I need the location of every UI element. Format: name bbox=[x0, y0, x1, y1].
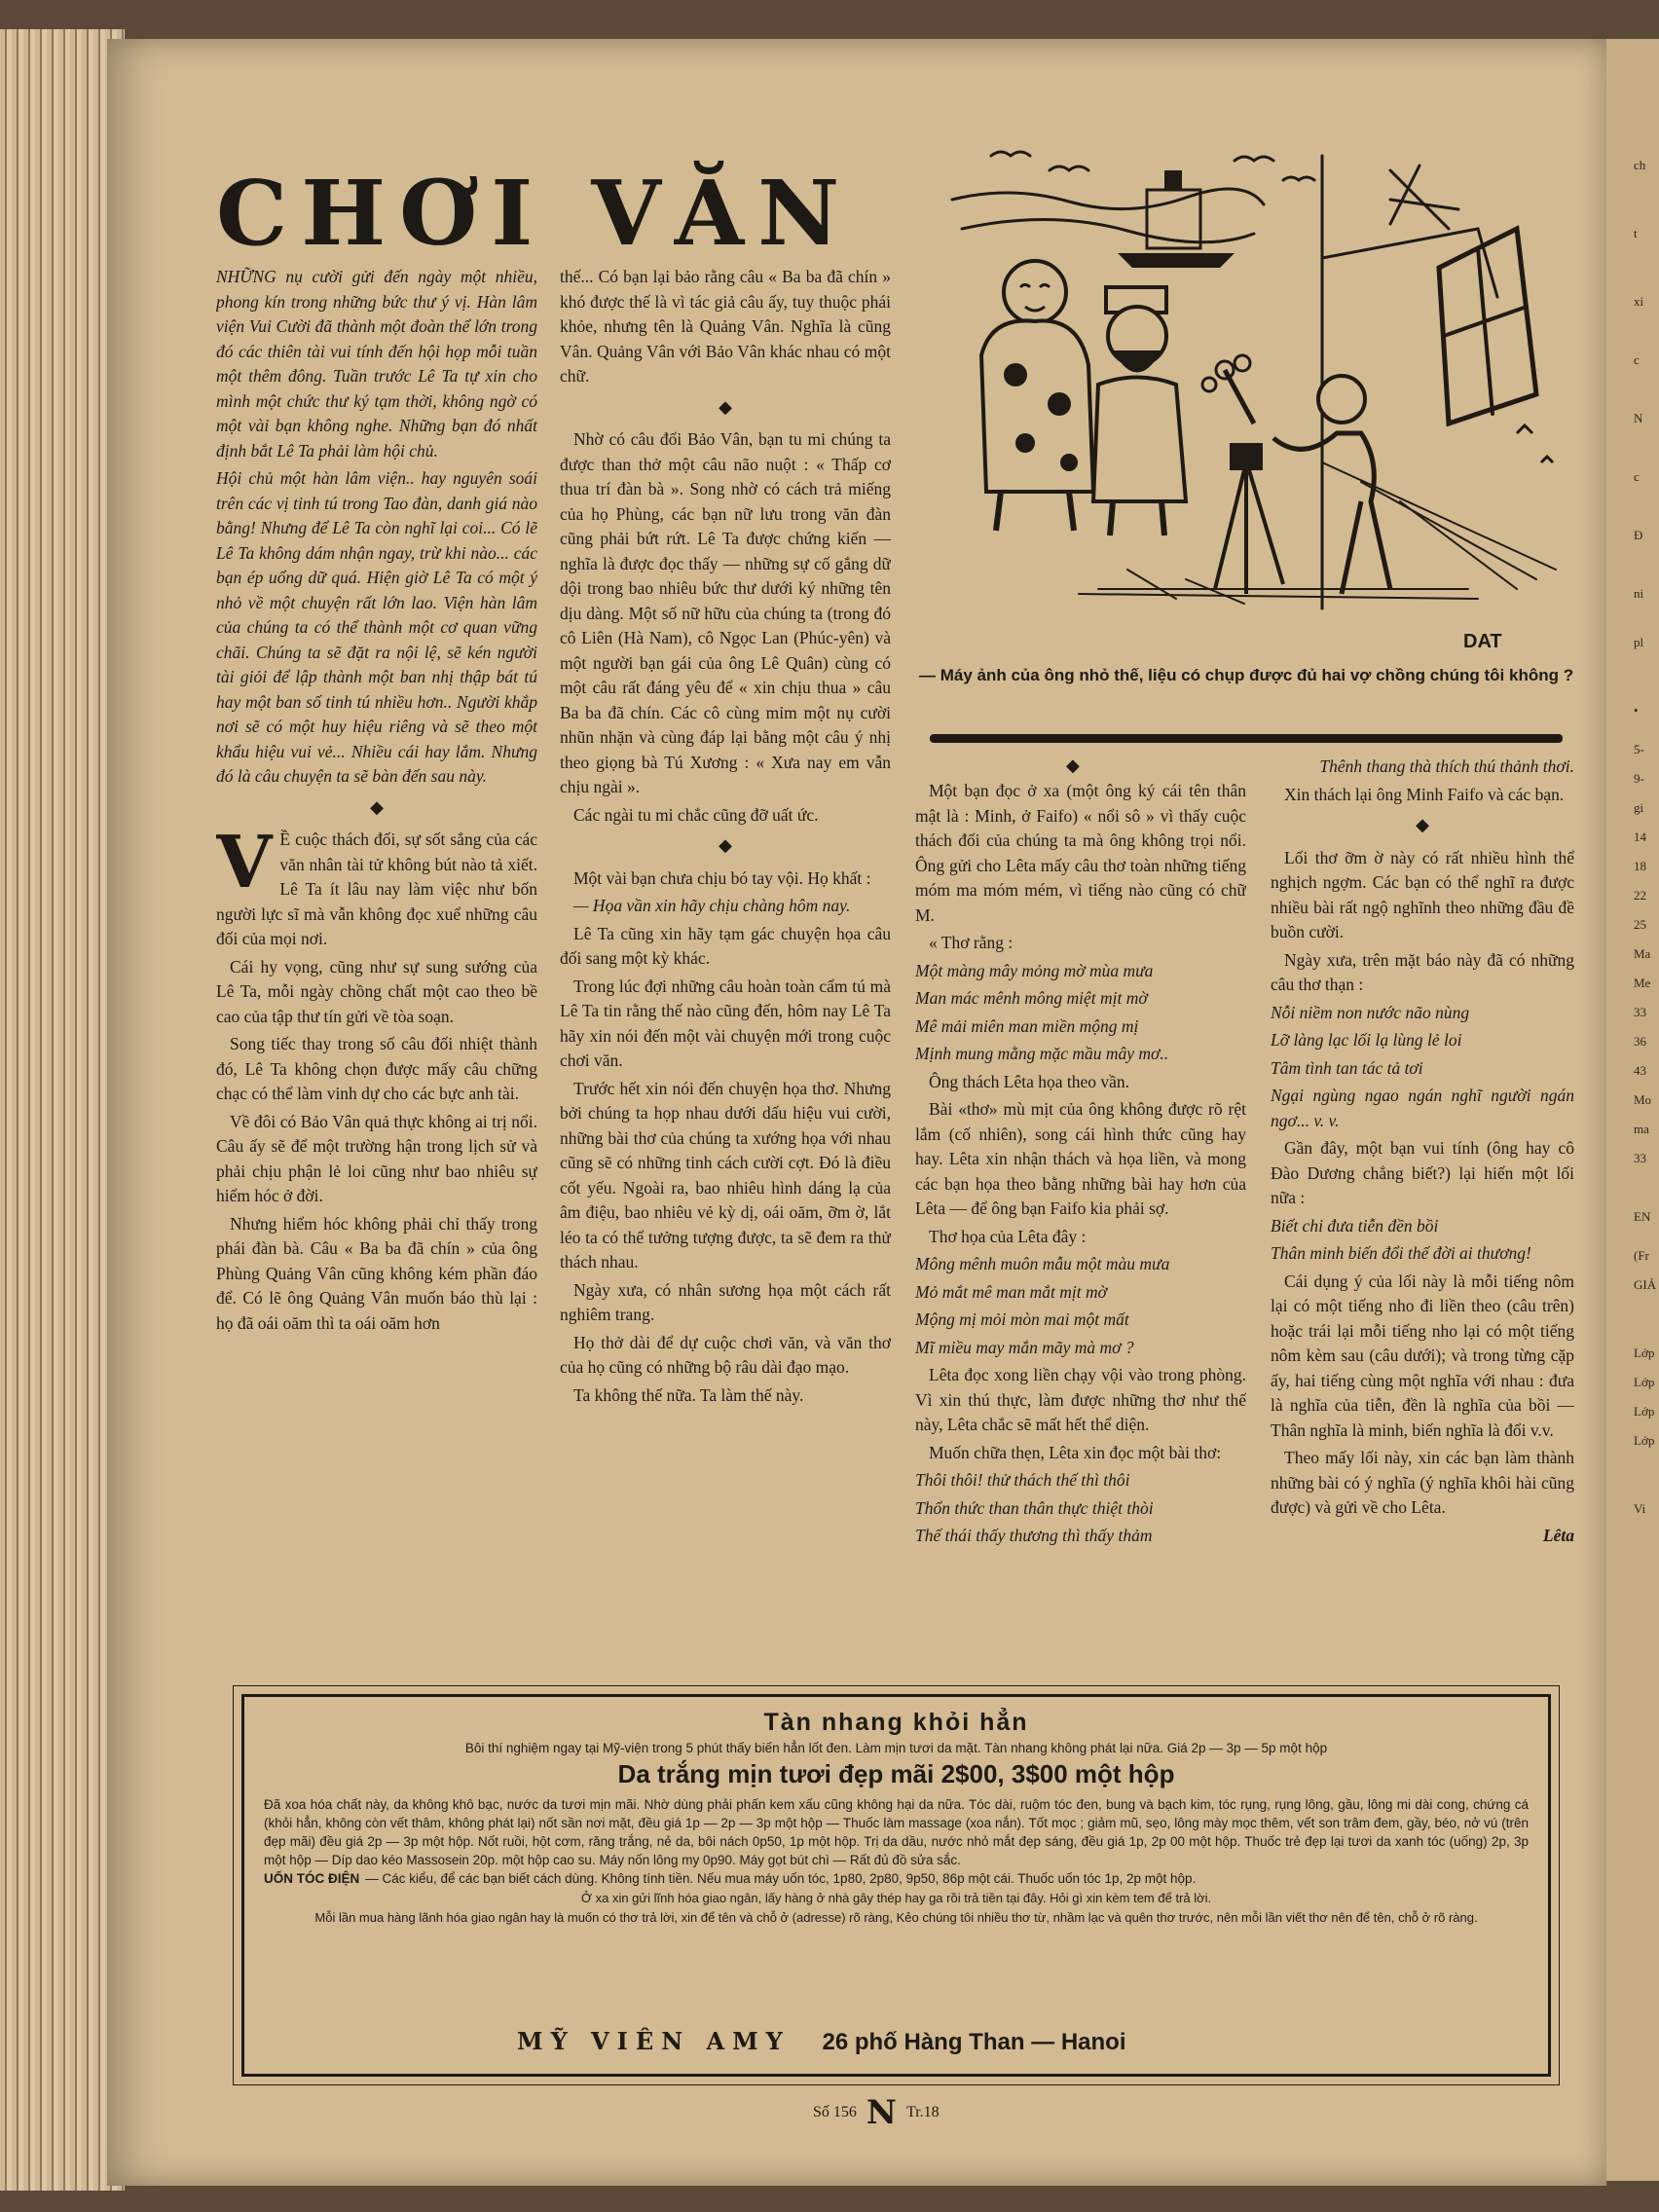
facing-page-fragment: Me bbox=[1634, 976, 1651, 990]
facing-page-fragment: 36 bbox=[1634, 1034, 1646, 1049]
paragraph: Họ thở dài để dự cuộc chơi văn, và văn thơ của họ cũng có những bộ râu dài đạo mạo. bbox=[560, 1332, 891, 1377]
paragraph: Một bạn đọc ở xa (một ông ký cái tên thân mật là : Minh, ở Faifo) « nổi sô » vì thấy cuộc thách đối của chúng ta mà ông không trọi nổi. Ông gửi cho Lêta mấy câu thơ toàn những tiếng móm ma móm mém, vì tiếng nào cũng có chữ M. bbox=[915, 781, 1246, 925]
facing-page-fragment: (Fr bbox=[1634, 1248, 1649, 1263]
paragraph: Ề cuộc thách đối, sự sốt sắng của các văn nhân tài tử không bút nào tả xiết. Lê Ta ít lâu nay làm việc như bốn người lực sĩ mà vẫn không đọc xuể những câu đối của mọi nơi. bbox=[216, 830, 537, 948]
ad-address: 26 phố Hàng Than — Hanoi bbox=[822, 2029, 1126, 2055]
paragraph: Thơ họa của Lêta đây : bbox=[929, 1226, 1087, 1246]
verse-line: Mịnh mung mằng mặc mầu mây mơ.. bbox=[915, 1044, 1169, 1063]
illustration-signature: DAT bbox=[1463, 631, 1502, 652]
ad-perm-text: — Các kiểu, để các bạn biết cách dùng. Không tính tiền. Nếu mua máy uốn tóc, 1p80, 2p80, 9p50, 86p một cái. Thuốc uốn tóc 1p, 2p một hộp. bbox=[365, 1871, 1197, 1886]
facing-page-fragment: 33 bbox=[1634, 1005, 1646, 1019]
facing-page-fragment: c bbox=[1634, 352, 1640, 367]
paragraph: Cái dụng ý của lối này là mỗi tiếng nôm lại có một tiếng nho đi liền theo (câu trên) hoặc trái lại mỗi tiếng nho lại có một tiếng nôm kèm sau (câu dưới); và trong từng cặp ấy, hai tiếng cùng một nghĩa với nhau : đưa là nghĩa của tiễn, đền là nghĩa của bồi — Thân nghĩa là minh, biến nghĩa là đổi v.v. bbox=[1271, 1271, 1574, 1440]
article-column-2 bbox=[560, 265, 891, 1696]
verse-line: Mộng mị mỏi mòn mai một mất bbox=[915, 1309, 1129, 1329]
illustration-caption: — Máy ảnh của ông nhỏ thế, liệu có chụp được đủ hai vợ chồng chúng tôi không ? bbox=[919, 666, 1574, 684]
facing-page-fragment: 33 bbox=[1634, 1151, 1646, 1165]
verse-line: Mỏ mắt mê man mắt mịt mờ bbox=[915, 1281, 1107, 1302]
paragraph: Ngày xưa, trên mặt báo này đã có những câu thơ thạn : bbox=[1271, 949, 1574, 994]
facing-page-fragment: Đ bbox=[1634, 528, 1643, 542]
facing-page-fragment: t bbox=[1634, 226, 1638, 240]
paragraph: Ông thách Lêta họa theo vần. bbox=[929, 1071, 1130, 1091]
verse-line: Mông mênh muôn mẫu một màu mưa bbox=[915, 1254, 1170, 1273]
paragraph: Các ngài tu mi chắc cũng đỡ uất ức. bbox=[573, 804, 819, 825]
facing-page-fragment: • bbox=[1634, 703, 1639, 718]
paragraph: Một vài bạn chưa chịu bó tay vội. Họ khất : bbox=[573, 867, 871, 888]
facing-page-fragment: 25 bbox=[1634, 917, 1646, 932]
ad-perm-line bbox=[264, 1869, 1529, 1888]
verse-line: Thổn thức than thân thực thiệt thòi bbox=[915, 1497, 1154, 1518]
paragraph: Xin thách lại ông Minh Faifo và các bạn. bbox=[1284, 784, 1565, 804]
paragraph: Nhờ có câu đối Bảo Vân, bạn tu mi chúng ta được than thở một câu não nuột : « Thấp cơ thua trí đàn bà ». Song nhờ có cách trả miếng của họ Phùng, các bạn nữ lưu trong văn đàn cũng phải bứt rứt. Lê Ta được chứng kiến — nghĩa là được đọc thấy — những sự cố gắng dữ dội trong bao nhiêu bức thư dưới ký những tên dịu dàng. Một số nữ hữu của chúng ta (trong đó cô Liên (Hà Nam), cô Ngọc Lan (Phúc-yên) và một người bạn gái của ông Lê Quân) cùng có một câu rất đáng yêu để « xin chịu thua » câu Ba ba đã chín. Các cô cùng mỉm một nụ cười nhũn nhặn và cùng đáp lại bằng một câu ý nhị theo giọng bà Tú Xương : « Xưa nay em vẫn chịu ngài ». bbox=[560, 429, 891, 796]
paragraph: Trước hết xin nói đến chuyện họa thơ. Nhưng bởi chúng ta họp nhau dưới dấu hiệu vui cười, những bài thơ của chúng ta xướng họa với nhau cũng sẽ có những tinh cách cười cợt. Đó là điều cốt yếu. Ngoài ra, bao nhiêu hình dáng lạ của âm điệu, bao nhiêu vẻ kỳ dị, oái oăm, ỡm ờ, lắt léo ta có thể tưởng tượng được, ta sẽ đem ra thử thách nhau. bbox=[560, 1078, 891, 1272]
paragraph: thế... Có bạn lại bảo rằng câu « Ba ba đã chín » khó được thế là vì tác giả câu ấy, tuy thuộc phái khỏe, nhưng tên là Quảng Vân. Nghĩa là cũng Vân. Quảng Vân với Bảo Vân khác nhau có một chữ. bbox=[560, 267, 891, 386]
paragraph: Ngày xưa, có nhân sương họa một cách rất nghiêm trang. bbox=[560, 1279, 891, 1324]
verse-line: Thân minh biến đổi thế đời ai thương! bbox=[1271, 1243, 1531, 1263]
verse-line: Thênh thang thà thích thú thảnh thơi. bbox=[1319, 756, 1574, 776]
facing-page-fragment: Lớp bbox=[1634, 1404, 1655, 1419]
bird-icon bbox=[1517, 425, 1553, 462]
ad-line: Mỗi lần mua hàng lãnh hóa giao ngân hay là muốn có thơ trả lời, xin để tên và chỗ ở (adresse) rõ ràng, Kẻo chúng tôi nhiều thơ từ, nhầm lạc và quên thơ trước, nên mỗi lần viết thơ nên để tên, chỗ ở rõ ràng. bbox=[314, 1910, 1478, 1925]
ornament-diamond: ◆ bbox=[1416, 815, 1429, 834]
facing-page-fragment: 14 bbox=[1634, 830, 1646, 844]
paragraph: Bài «thơ» mù mịt của ông không được rõ rệt lắm (cố nhiên), song cái hình thức cũng hay hay. Lêta xin nhận thách và họa liền, và mong các bạn họa theo bằng những bài hay hơn của Lêta — để ông bạn Faifo kia phải sợ. bbox=[915, 1099, 1246, 1218]
section-divider bbox=[930, 734, 1563, 743]
verse-line: Lỡ làng lạc lối lạ lùng lẻ loi bbox=[1271, 1030, 1462, 1050]
facing-page-fragment: ni bbox=[1634, 586, 1644, 601]
paragraph: Về đôi có Bảo Vân quả thực không ai trị nổi. Câu ấy sẽ để một trường hận trong lịch sử và phải chịu phận lẻ loi cũng như bao nhiêu sự hiểm hóc ở đời. bbox=[216, 1111, 537, 1205]
facing-page-fragment: 9- bbox=[1634, 771, 1644, 786]
ornament-diamond: ◆ bbox=[370, 796, 384, 817]
ad-line: Bôi thí nghiệm ngay tại Mỹ-viện trong 5 phút thấy biến hẳn lốt đen. Làm mịn tươi da mặt. Tàn nhang không phát lại nữa. Giá 2p — 3p — 5p một hộp bbox=[464, 1741, 1328, 1755]
facing-page-fragment: N bbox=[1634, 411, 1643, 425]
person-bearded-man bbox=[1093, 287, 1186, 535]
verse-line: Thế thái thấy thương thì thấy thảm bbox=[915, 1526, 1153, 1545]
verse-line: Mê mải miên man miền mộng mị bbox=[915, 1015, 1139, 1036]
ornament-diamond: ◆ bbox=[719, 396, 732, 417]
facing-page-fragment: c bbox=[1634, 469, 1640, 484]
paragraph: Lê Ta cũng xin hãy tạm gác chuyện họa câu đối sang một kỳ khác. bbox=[560, 923, 891, 968]
verse-line: Nỗi niềm non nước não nùng bbox=[1271, 1002, 1470, 1022]
verse-line: Tâm tình tan tác tả tơi bbox=[1271, 1057, 1423, 1078]
paragraph: Lối thơ ỡm ờ này có rất nhiều hình thể nghịch ngợm. Các bạn có thể nghĩ ra được nhiều bài rất ngộ nghĩnh theo những đầu đề buồn cười. bbox=[1271, 847, 1574, 941]
page-stack-left bbox=[0, 29, 125, 2191]
ornament-diamond: ◆ bbox=[719, 835, 732, 855]
facing-page-fragment: xi bbox=[1634, 294, 1644, 309]
paragraph: Song tiếc thay trong số câu đối nhiệt thành đó, Lê Ta không chọn được mấy câu chững chạc có thể làm vinh dự cho các bực anh tài. bbox=[216, 1034, 537, 1103]
article-column-4 bbox=[1271, 755, 1574, 1675]
facing-page-fragment: Vi bbox=[1634, 1501, 1646, 1516]
ad-line: Ở xa xin gửi lĩnh hóa giao ngân, lấy hàng ở nhà gây thép hay ga rồi trả tiền tại đây. Hỏi gì xin kèm tem để trả lời. bbox=[580, 1891, 1212, 1905]
facing-page-fragment: gi bbox=[1634, 800, 1644, 815]
ad-perm-label: UỐN TÓC ĐIỆN bbox=[264, 1871, 360, 1886]
advertisement-box bbox=[241, 1694, 1551, 2077]
article-column-1 bbox=[216, 265, 537, 1696]
paragraph: Cái hy vọng, cũng như sự sung sướng của Lê Ta, mỗi ngày chồng chất một cao theo bề cao của tập thư tín gửi về tòa soạn. bbox=[216, 956, 537, 1026]
intro-paragraph: NHỮNG nụ cười gửi đến ngày một nhiều, phong kín trong những bức thư ý vị. Hàn lâm viện Vui Cười đã thành một đoàn thể lớn trong đó các thiên tài vui tính đến hội họp mỗi tuần một thêm đông. Tuần trước Lê Ta tự xin cho mình một chức thư ký tạm thời, không ngờ có một vài bạn không nghe. Những bạn đó nhất định bắt Lê Ta phải làm hội chủ. bbox=[216, 267, 537, 461]
person-fat-man bbox=[981, 261, 1093, 531]
facing-page-fragment: pl bbox=[1634, 635, 1644, 649]
verse-line: Một màng mây mỏng mờ mùa mưa bbox=[915, 960, 1154, 980]
boat-tower-icon bbox=[1118, 170, 1235, 268]
paragraph: Trong lúc đợi những câu hoàn toàn cẩm tú mà Lê Ta tin rằng thế nào cũng đến, hôm nay Lê Ta hãy xin nói đến một vài chuyện mới trong cuộc chơi văn. bbox=[560, 976, 891, 1070]
paragraph: Ta không thế nữa. Ta làm thế này. bbox=[573, 1384, 804, 1405]
page-folio bbox=[813, 2093, 940, 2132]
facing-page-fragment: 5- bbox=[1634, 742, 1644, 756]
ad-brand: MỸ VIÊN AMY bbox=[517, 2027, 791, 2055]
facing-page-fragment: Ma bbox=[1634, 946, 1651, 961]
paragraph: Lêta đọc xong liền chạy vội vào trong phòng. Vì xin thú thực, làm được những thơ như thế này, Lêta chắc sẽ mất hết thể diện. bbox=[915, 1365, 1246, 1434]
verse-line: Thôi thôi! thử thách thế thì thôi bbox=[915, 1470, 1130, 1490]
ad-body: Đã xoa hóa chất này, da không khô bạc, nước da tươi mịn mãi. Nhờ dùng phải phấn kem xấu cũng không hại da nữa. Tóc dài, ruộm tóc đen, bung và bạch kim, tóc rụng, rụng lông, gầu, lông mi dài cong, chứng cá (khỏi hẳn, không còn vết thâm, không phát lại) nốt sần nơi mặt, đều giá 1p — 2p — 3p một hộp — Thuốc làm massage (xoa nắn). Tốt mọc ; giảm mũ, sẹo, lông mày mọc thêm, vết son trâm đem, gầy, béo, nở vú (trên đẹp mãi) đều giá 2p — 3p một hộp. Nốt ruồi, hột cơm, răng trắng, nẻ da, bôi nách 0p50, 1p một hộp. Trị da dầu, nước nhỏ mắt đẹp sáng, đều giá 1p, 2p 00 một hộp. Thuốc trẻ đẹp lại tươi da xanh tóc (uống) 2p, 3p một hộp — Díp dao kéo Massosein 20p. một hộp cao su. Máy nốn lông my 0p90. Máy gọt bút chì — Rất đủ đồ sửa sắc. bbox=[264, 1797, 1529, 1867]
ad-footer bbox=[517, 2027, 1126, 2056]
article-title: CHƠI VĂN bbox=[216, 161, 854, 266]
facing-page-fragment: Lớp bbox=[1634, 1433, 1655, 1448]
facing-page-fragment: 18 bbox=[1634, 859, 1646, 873]
facing-page-fragment: 43 bbox=[1634, 1063, 1646, 1078]
verse-line: Ngại ngùng ngao ngán nghĩ người ngán ngơ... v. v. bbox=[1271, 1086, 1574, 1130]
facing-page-fragment: Lớp bbox=[1634, 1346, 1655, 1360]
magazine-logo: N bbox=[866, 2093, 897, 2132]
verse-line: Man mác mênh mông miệt mịt mờ bbox=[915, 988, 1148, 1008]
paragraph: Gần đây, một bạn vui tính (ông hay cô Đào Dương chẳng biết?) lại hiến một lối nữa : bbox=[1271, 1138, 1574, 1207]
facing-page-fragment: 22 bbox=[1634, 888, 1646, 903]
verse-line: Mĩ miều may mắn mãy mà mơ ? bbox=[915, 1337, 1134, 1357]
article-column-3 bbox=[915, 779, 1246, 1679]
author-signature: Lêta bbox=[1542, 1525, 1574, 1545]
camera-on-tripod-icon bbox=[1215, 443, 1283, 594]
facing-page-fragment: ma bbox=[1634, 1122, 1649, 1136]
ornament-diamond: ◆ bbox=[1066, 756, 1080, 775]
ad-headline: Tàn nhang khỏi hẳn bbox=[763, 1709, 1029, 1736]
paragraph: Theo mấy lối này, xin các bạn làm thành những bài có ý nghĩa (ý nghĩa khôi hài cũng được) và gửi về cho Lêta. bbox=[1271, 1448, 1574, 1517]
intro-paragraph-2: Hội chủ một hàn lâm viện.. hay nguyên soái trên các vị tinh tú trong Tao đàn, danh giá nào bằng! Nhưng để Lê Ta còn nghĩ lại coi... Có lẽ Lê Ta không dám nhận ngay, trừ khi nào... các bạn ép uổng dữ quá. Hiện giờ Lê Ta có một ý nhỏ về một chuyện rất lớn lao. Viện hàn lâm của chúng ta có thể thành một cơ quan vững chãi. Chúng ta sẽ đặt ra nội lệ, sẽ kén người tài giỏi để lập thành một ban nhị thập bát tú hay một ban số tinh tú nhiều hơn.. Người khắp nơi sẽ có một huy hiệu riêng và sẽ theo một khẩu hiệu vui vẻ... Nhiều cái hay lắm. Nhưng đó là câu chuyện ta sẽ bàn đến sau này. bbox=[216, 468, 537, 786]
page-number: Tr.18 bbox=[905, 2104, 940, 2120]
quote: — Họa vần xin hãy chịu chàng hôm nay. bbox=[573, 896, 851, 915]
facing-page-fragment: EN bbox=[1634, 1209, 1651, 1224]
facing-page-fragment: Mo bbox=[1634, 1092, 1652, 1107]
verse-line: Biết chi đưa tiễn đền bồi bbox=[1271, 1215, 1439, 1235]
facing-page-fragment: ch bbox=[1634, 158, 1646, 172]
paragraph: Muốn chữa thẹn, Lêta xin đọc một bài thơ: bbox=[929, 1442, 1222, 1462]
ad-headline-2: Da trắng mịn tươi đẹp mãi 2$00, 3$00 một hộp bbox=[617, 1759, 1175, 1788]
facing-page-fragment: Lớp bbox=[1634, 1375, 1655, 1389]
drop-cap: V bbox=[216, 821, 273, 904]
facing-page-fragment: GIẢ bbox=[1634, 1277, 1657, 1292]
cartoon-illustration bbox=[933, 141, 1577, 667]
paragraph: Nhưng hiểm hóc không phải chỉ thấy trong phái đàn bà. Câu « Ba ba đã chín » của ông Phùng Quảng Vân cũng không kém phần đáo để. Có lẽ ông Quảng Vân muốn báo thù lại : họ đã oái oăm thì ta oái oăm hơn bbox=[216, 1213, 537, 1333]
paragraph: « Thơ rằng : bbox=[929, 933, 1014, 952]
issue-number: Số 156 bbox=[813, 2104, 857, 2120]
